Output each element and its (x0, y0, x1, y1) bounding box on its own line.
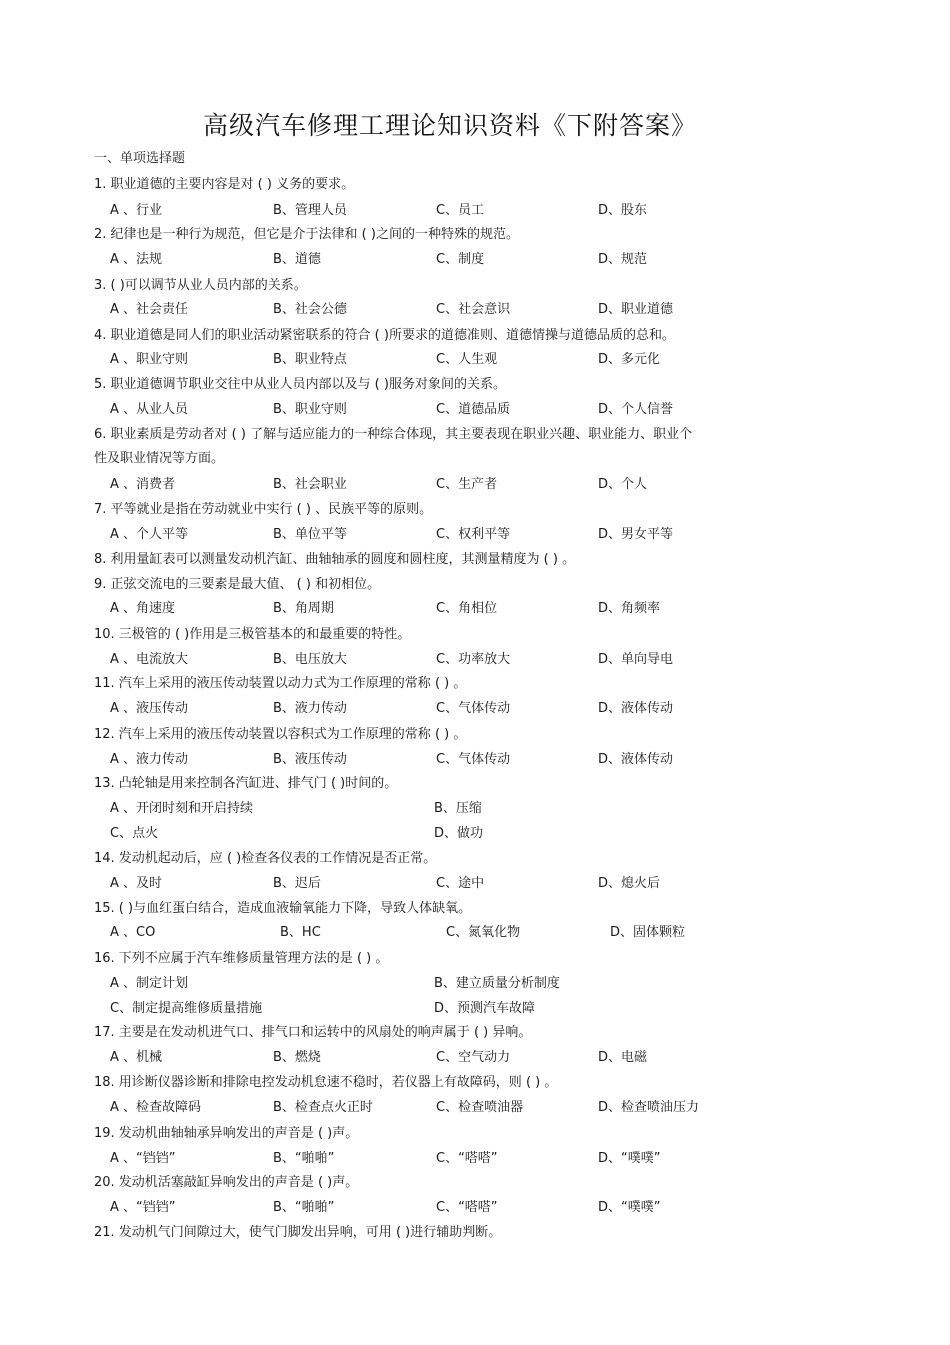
q1-option-d: D、股东 (598, 203, 648, 218)
q3-option-d: D、职业道德 (598, 302, 674, 317)
question-13: 13. 凸轮轴是用来控制各汽缸进、排气门 ( )时间的。 (94, 776, 398, 791)
q6-option-a: A 、消费者 (110, 477, 176, 492)
q20-option-b: B、“啪啪” (273, 1200, 335, 1215)
q7-option-b: B、单位平等 (273, 527, 347, 542)
q17-option-b: B、燃烧 (273, 1050, 321, 1065)
q1-option-b: B、管理人员 (273, 203, 347, 218)
question-16: 16. 下列不应属于汽车维修质量管理方法的是 ( ) 。 (94, 951, 389, 966)
q20-option-d: D、“噗噗” (598, 1200, 661, 1215)
q1-option-a: A 、行业 (110, 203, 163, 218)
q1-option-c: C、员工 (436, 203, 485, 218)
q4-option-a: A 、职业守则 (110, 352, 189, 367)
question-3: 3. ( )可以调节从业人员内部的关系。 (94, 278, 307, 293)
q10-option-d: D、单向导电 (598, 652, 674, 667)
question-14: 14. 发动机起动后，应 ( )检查各仪表的工作情况是否正常。 (94, 851, 437, 866)
q3-option-a: A 、社会责任 (110, 302, 189, 317)
q13-option-b: B、压缩 (434, 801, 482, 816)
q5-option-a: A 、从业人员 (110, 402, 189, 417)
q6-option-b: B、社会职业 (273, 477, 347, 492)
q14-option-c: C、途中 (436, 876, 485, 891)
q12-option-d: D、液体传动 (598, 752, 674, 767)
q17-option-d: D、电磁 (598, 1050, 648, 1065)
q5-option-c: C、道德品质 (436, 402, 511, 417)
q11-option-b: B、液力传动 (273, 701, 347, 716)
question-9: 9. 正弦交流电的三要素是最大值、 ( ) 和初相位。 (94, 577, 381, 592)
q10-option-b: B、电压放大 (273, 652, 347, 667)
question-11: 11. 汽车上采用的液压传动装置以动力式为工作原理的常称 ( ) 。 (94, 676, 467, 691)
q9-option-d: D、角频率 (598, 601, 661, 616)
question-6: 6. 职业素质是劳动者对 ( ) 了解与适应能力的一种综合体现，其主要表现在职业兴趣、职业能力、职业个 (94, 427, 693, 442)
question-20: 20. 发动机活塞敲缸异响发出的声音是 ( )声。 (94, 1175, 359, 1190)
q17-option-c: C、空气动力 (436, 1050, 511, 1065)
q19-option-b: B、“啪啪” (273, 1151, 335, 1166)
q9-option-b: B、角周期 (273, 601, 334, 616)
q2-option-b: B、道德 (273, 252, 321, 267)
q11-option-a: A 、液压传动 (110, 701, 189, 716)
q20-option-a: A 、“铛铛” (110, 1200, 176, 1215)
q14-option-b: B、迟后 (273, 876, 321, 891)
q16-option-b: B、建立质量分析制度 (434, 976, 560, 991)
q18-option-a: A 、检查故障码 (110, 1100, 202, 1115)
q12-option-a: A 、液力传动 (110, 752, 189, 767)
q13-option-a: A 、开闭时刻和开启持续 (110, 801, 254, 816)
q18-option-b: B、检查点火正时 (273, 1100, 373, 1115)
q7-option-a: A 、个人平等 (110, 527, 189, 542)
q5-option-d: D、个人信誉 (598, 402, 674, 417)
q16-option-c: C、制定提高维修质量措施 (110, 1001, 263, 1016)
question-4: 4. 职业道德是同人们的职业活动紧密联系的符合 ( )所要求的道德准则、道德情操与道德品质的总和。 (94, 328, 675, 343)
q7-option-c: C、权利平等 (436, 527, 511, 542)
q17-option-a: A 、机械 (110, 1050, 163, 1065)
question-7: 7. 平等就业是指在劳动就业中实行 ( ) 、民族平等的原则。 (94, 502, 433, 517)
q11-option-c: C、气体传动 (436, 701, 511, 716)
question-8: 8. 利用量缸表可以测量发动机汽缸、曲轴轴承的圆度和圆柱度，其测量精度为 ( ) 。 (94, 552, 576, 567)
q9-option-c: C、角相位 (436, 601, 498, 616)
q3-option-b: B、社会公德 (273, 302, 347, 317)
q10-option-a: A 、电流放大 (110, 652, 189, 667)
q2-option-c: C、制度 (436, 252, 485, 267)
question-12: 12. 汽车上采用的液压传动装置以容积式为工作原理的常称 ( ) 。 (94, 727, 467, 742)
q18-option-d: D、检查喷油压力 (598, 1100, 700, 1115)
question-18: 18. 用诊断仪器诊断和排除电控发动机怠速不稳时，若仪器上有故障码，则 ( ) 。 (94, 1075, 558, 1090)
section-heading: 一、单项选择题 (94, 151, 186, 166)
q15-option-a: A 、CO (110, 925, 156, 940)
q12-option-c: C、气体传动 (436, 752, 511, 767)
q14-option-d: D、熄火后 (598, 876, 661, 891)
question-1: 1. 职业道德的主要内容是对 ( ) 义务的要求。 (94, 177, 355, 192)
q11-option-d: D、液体传动 (598, 701, 674, 716)
q15-option-d: D、固体颗粒 (610, 925, 686, 940)
question-15: 15. ( )与血红蛋白结合，造成血液输氧能力下降，导致人体缺氧。 (94, 901, 472, 916)
question-6-continued: 性及职业情况等方面。 (94, 451, 225, 466)
q14-option-a: A 、及时 (110, 876, 163, 891)
q16-option-d: D、预测汽车故障 (434, 1001, 536, 1016)
q2-option-a: A 、法规 (110, 252, 163, 267)
q4-option-b: B、职业特点 (273, 352, 347, 367)
q3-option-c: C、社会意识 (436, 302, 511, 317)
q18-option-c: C、检查喷油器 (436, 1100, 524, 1115)
q13-option-d: D、做功 (434, 826, 484, 841)
q4-option-d: D、多元化 (598, 352, 661, 367)
q15-option-c: C、氮氧化物 (446, 925, 521, 940)
q16-option-a: A 、制定计划 (110, 976, 189, 991)
q12-option-b: B、液压传动 (273, 752, 347, 767)
question-10: 10. 三极管的 ( )作用是三极管基本的和最重要的特性。 (94, 627, 411, 642)
q2-option-d: D、规范 (598, 252, 648, 267)
q13-option-c: C、点火 (110, 826, 159, 841)
q5-option-b: B、职业守则 (273, 402, 347, 417)
document-title: 高级汽车修理工理论知识资料《下附答案》 (202, 111, 697, 140)
q15-option-b: B、HC (280, 925, 321, 940)
q4-option-c: C、人生观 (436, 352, 498, 367)
question-5: 5. 职业道德调节职业交往中从业人员内部以及与 ( )服务对象间的关系。 (94, 377, 506, 392)
question-2: 2. 纪律也是一种行为规范，但它是介于法律和 ( )之间的一种特殊的规范。 (94, 227, 519, 242)
question-17: 17. 主要是在发动机进气口、排气口和运转中的风扇处的响声属于 ( ) 异响。 (94, 1025, 532, 1040)
q7-option-d: D、男女平等 (598, 527, 674, 542)
q19-option-c: C、“嗒嗒” (436, 1151, 498, 1166)
q6-option-c: C、生产者 (436, 477, 498, 492)
q6-option-d: D、个人 (598, 477, 648, 492)
q19-option-d: D、“噗噗” (598, 1151, 661, 1166)
question-19: 19. 发动机曲轴轴承异响发出的声音是 ( )声。 (94, 1126, 359, 1141)
q20-option-c: C、“嗒嗒” (436, 1200, 498, 1215)
q10-option-c: C、功率放大 (436, 652, 511, 667)
q9-option-a: A 、角速度 (110, 601, 176, 616)
q19-option-a: A 、“铛铛” (110, 1151, 176, 1166)
question-21: 21. 发动机气门间隙过大，使气门脚发出异响，可用 ( )进行辅助判断。 (94, 1225, 502, 1240)
